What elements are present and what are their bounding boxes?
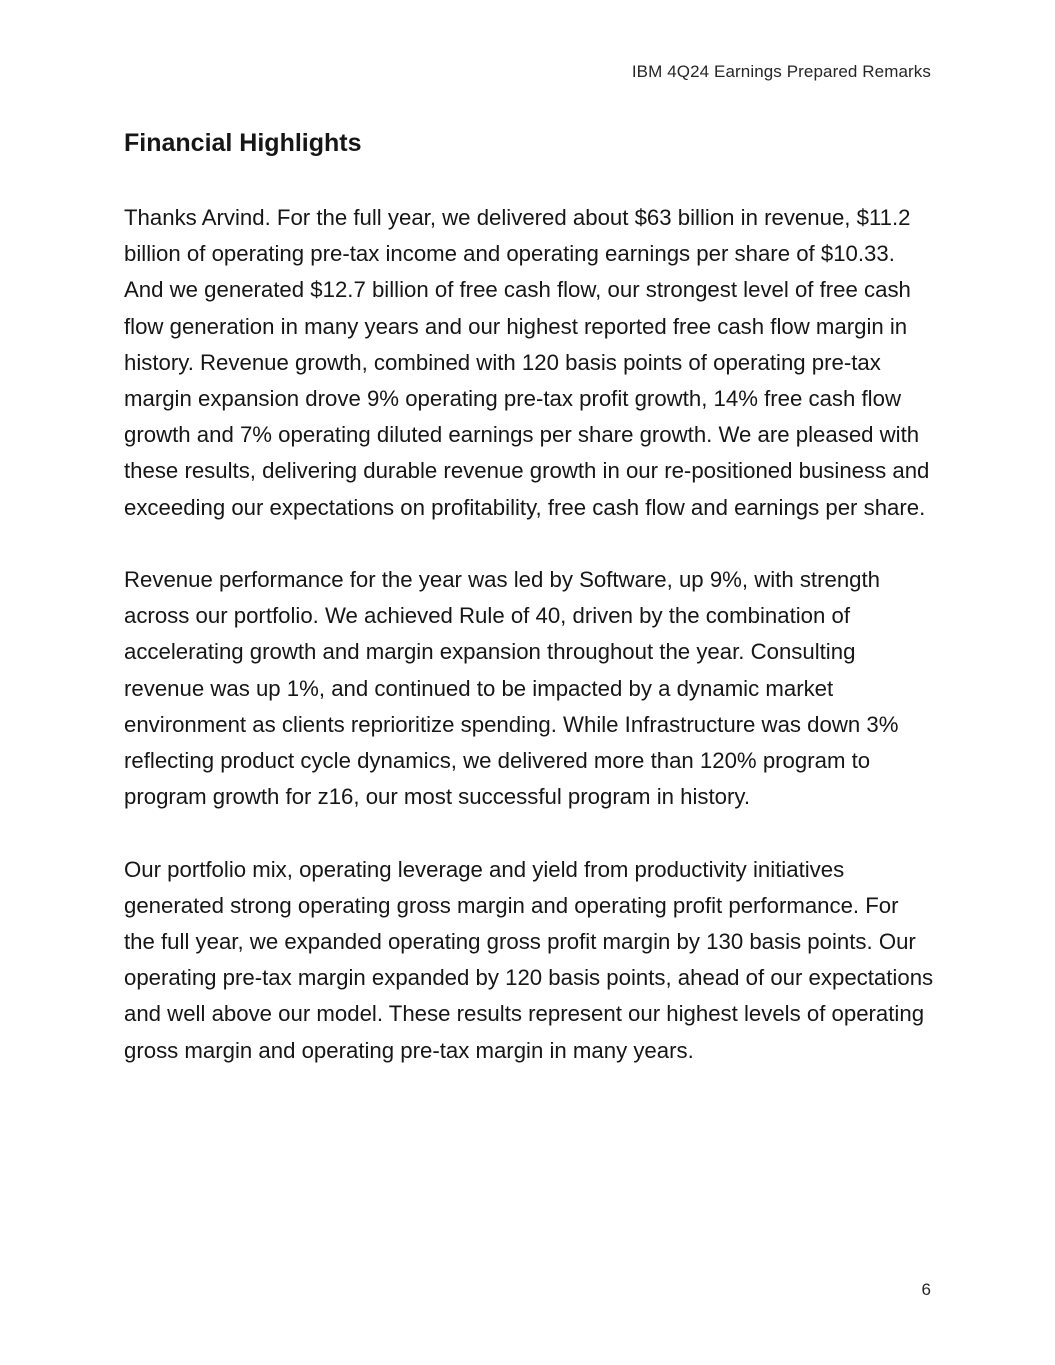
paragraph-revenue-performance: Revenue performance for the year was led by Software, up 9%, with strength across our portfolio. We achieved Rule of 40, driven by the combination of accelerating growth and margin expansion throughout the year. Consulting revenue was up 1%, and continued to be impacted by a dynamic market environment as clients reprioritize spending. While Infrastructure was down 3% reflecting product cycle dynamics, we delivered more than 120% program to program growth for z16, our most successful program in history. xyxy=(124,567,899,810)
paragraph-portfolio-mix: Our portfolio mix, operating leverage and yield from productivity initiatives generated strong operating gross margin and operating profit performance. For the full year, we expanded operating gross profit margin by 130 basis points. Our operating pre-tax margin expanded by 120 basis points, ahead of our expectations and well above our model. These results represent our highest levels of operating gross margin and operating pre-tax margin in many years. xyxy=(124,856,934,1063)
main-content xyxy=(124,122,934,1069)
page-number: 6 xyxy=(921,1280,931,1299)
document-header-title: IBM 4Q24 Earnings Prepared Remarks xyxy=(631,62,931,81)
section-title: Financial Highlights xyxy=(124,129,362,157)
paragraph-full-year-results: Thanks Arvind. For the full year, we delivered about $63 billion in revenue, $11.2 billion of operating pre-tax income and operating earnings per share of $10.33. And we generated $12.7 billion of free cash flow, our strongest level of free cash flow generation in many years and our highest reported free cash flow margin in history. Revenue growth, combined with 120 basis points of operating pre-tax margin expansion drove 9% operating pre-tax profit growth, 14% free cash flow growth and 7% operating diluted earnings per share growth. We are pleased with these results, delivering durable revenue growth in our re-positioned business and exceeding our expectations on profitability, free cash flow and earnings per share. xyxy=(124,205,930,520)
